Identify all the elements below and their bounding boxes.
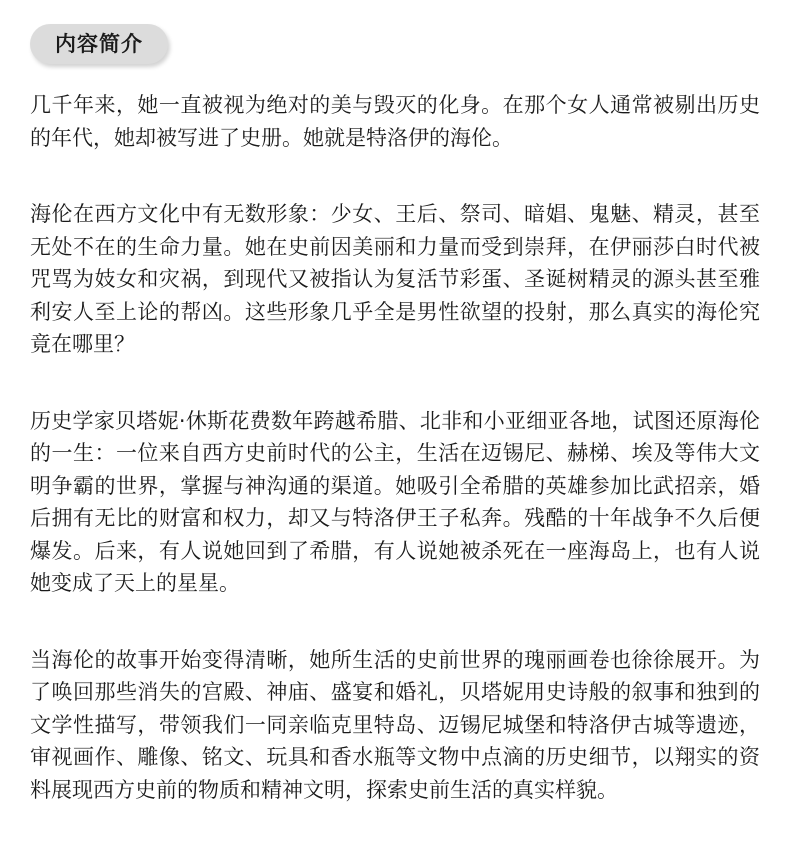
section-title-badge (30, 24, 168, 64)
paragraph-1: 几千年来，她一直被视为绝对的美与毁灭的化身。在那个女人通常被剔出历史的年代，她却被写进了史册。她就是特洛伊的海伦。 (30, 93, 760, 150)
paragraph-3: 历史学家贝塔妮·休斯花费数年跨越希腊、北非和小亚细亚各地，试图还原海伦的一生：一位来自西方史前时代的公主，生活在迈锡尼、赫梯、埃及等伟大文明争霸的世界，掌握与神沟通的渠道。她吸引全希腊的英雄参加比武招亲，婚后拥有无比的财富和权力，却又与特洛伊王子私奔。残酷的十年战争不久后便爆发。后来，有人说她回到了希腊，有人说她被杀死在一座海岛上，也有人说她变成了天上的星星。 (30, 408, 760, 595)
paragraph-4: 当海伦的故事开始变得清晰，她所生活的史前世界的瑰丽画卷也徐徐展开。为了唤回那些消失的宫殿、神庙、盛宴和婚礼，贝塔妮用史诗般的叙事和独到的文学性描写，带领我们一同亲临克里特岛、迈锡尼城堡和特洛伊古城等遗迹，审视画作、雕像、铭文、玩具和香水瓶等文物中点滴的历史细节，以翔实的资料展现西方史前的物质和精神文明，探索史前生活的真实样貌。 (30, 647, 760, 802)
section-title: 内容简介 (55, 32, 143, 56)
paragraph-2: 海伦在西方文化中有无数形象：少女、王后、祭司、暗娼、鬼魅、精灵，甚至无处不在的生命力量。她在史前因美丽和力量而受到崇拜，在伊丽莎白时代被咒骂为妓女和灾祸，到现代又被指认为复活节彩蛋、圣诞树精灵的源头甚至雅利安人至上论的帮凶。这些形象几乎全是男性欲望的投射，那么真实的海伦究竟在哪里？ (30, 202, 760, 356)
intro-text (30, 89, 760, 806)
